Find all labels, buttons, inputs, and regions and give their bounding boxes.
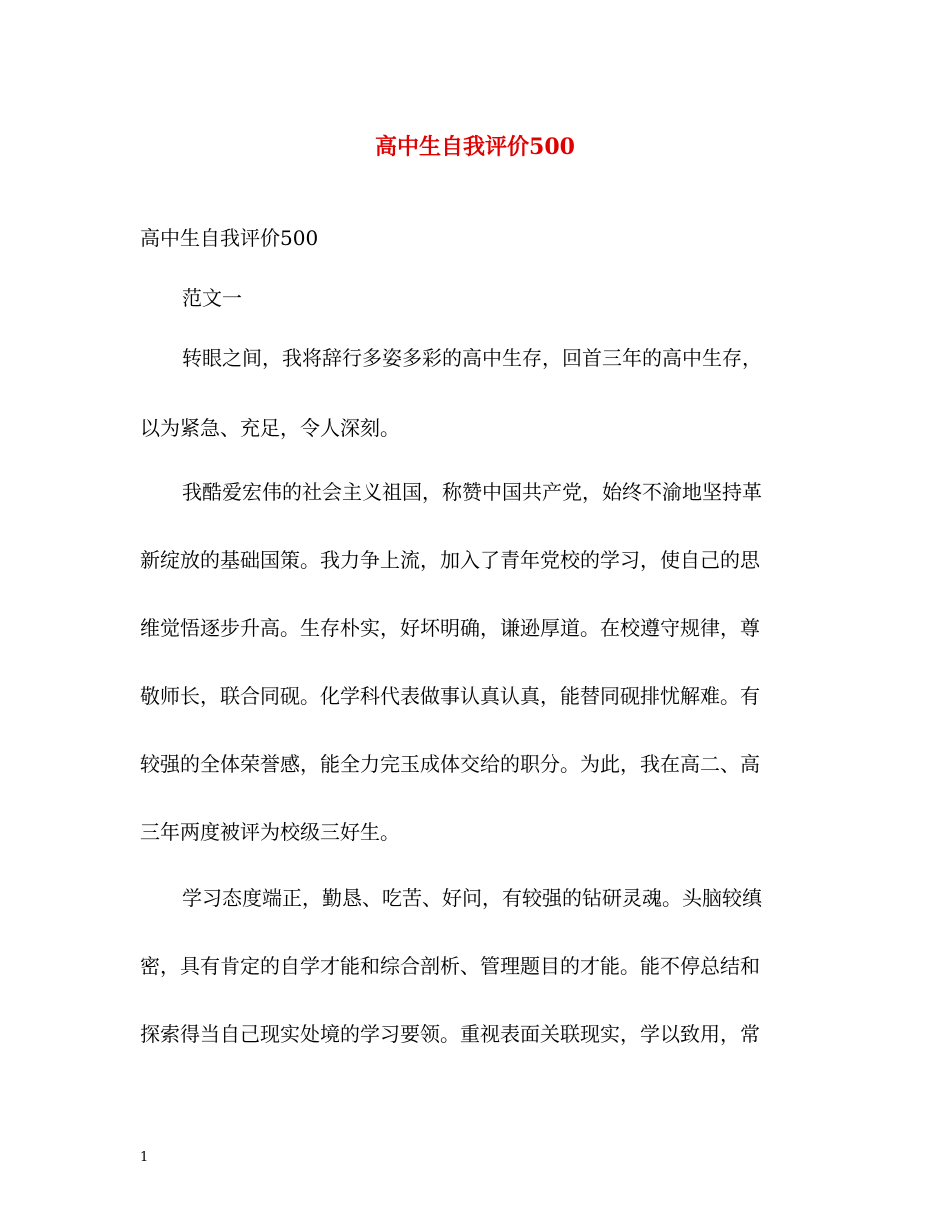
paragraph-line: 探索得当自己现实处境的学习要领。重视表面关联现实，学以致用，常 xyxy=(140,1022,760,1046)
paragraph-line: 敬师长，联合同砚。化学科代表做事认真认真，能替同砚排忧解难。有 xyxy=(140,684,760,708)
paragraph-line: 我酷爱宏伟的社会主义祖国，称赞中国共产党，始终不渝地坚持革 xyxy=(182,480,762,504)
paragraph-line: 维觉悟逐步升高。生存朴实，好坏明确，谦逊厚道。在校遵守规律，尊 xyxy=(140,616,760,640)
section-label: 范文一 xyxy=(182,286,242,310)
paragraph-line: 密，具有肯定的自学才能和综合剖析、管理题目的才能。能不停总结和 xyxy=(140,954,760,978)
document-heading: 高中生自我评价500 xyxy=(140,226,319,250)
page-number: 1 xyxy=(140,1150,149,1165)
paragraph-line: 转眼之间，我将辞行多姿多彩的高中生存，回首三年的高中生存， xyxy=(182,346,762,370)
paragraph-line: 新绽放的基础国策。我力争上流，加入了青年党校的学习，使自己的思 xyxy=(140,548,760,572)
paragraph-line: 三年两度被评为校级三好生。 xyxy=(140,820,400,844)
paragraph-line: 以为紧急、充足，令人深刻。 xyxy=(140,416,400,440)
document-title: 高中生自我评价500 xyxy=(375,134,575,160)
paragraph-line: 学习态度端正，勤恳、吃苦、好问，有较强的钻研灵魂。头脑较缜 xyxy=(182,886,762,910)
paragraph-line: 较强的全体荣誉感，能全力完玉成体交给的职分。为此，我在高二、高 xyxy=(140,752,760,776)
